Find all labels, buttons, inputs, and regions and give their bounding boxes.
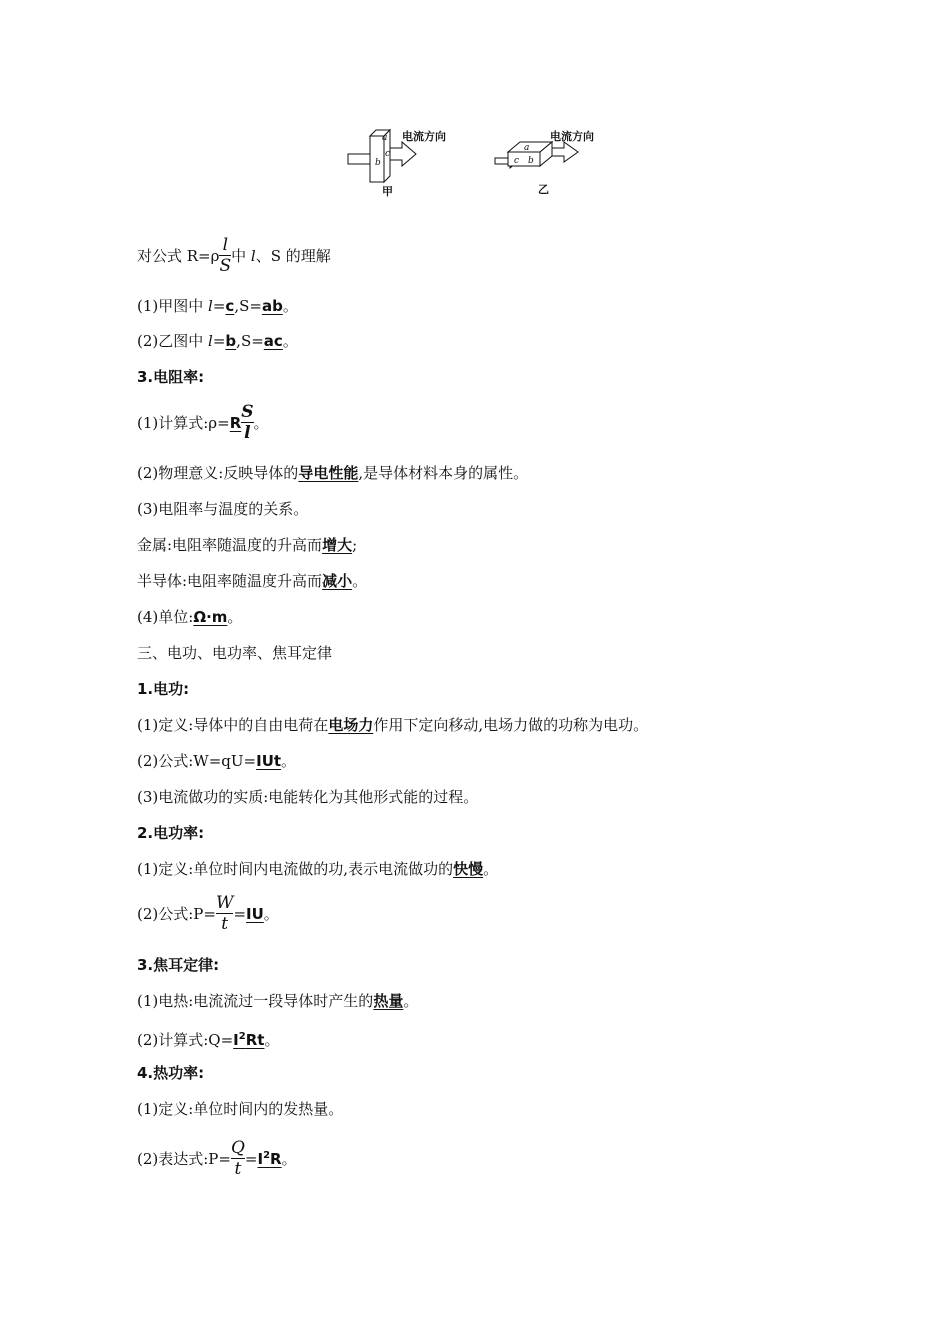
block-yi bbox=[495, 129, 594, 196]
fraction-numerator: l bbox=[222, 234, 228, 255]
power-def-answer: 快慢 bbox=[453, 860, 484, 878]
work-def-line bbox=[137, 715, 648, 735]
joule-calc-sup: 2 bbox=[238, 1031, 246, 1042]
power-def-end: 。 bbox=[483, 860, 499, 878]
joule-heat-prefix: (1)电热:电流流过一段导体时产生的 bbox=[137, 992, 374, 1010]
work-formula-prefix: (2)公式:W=qU= bbox=[137, 752, 257, 770]
jia-prefix: (1)甲图中 bbox=[137, 297, 209, 315]
semi-prefix: 半导体:电阻率随温度升高而 bbox=[137, 572, 323, 590]
power-formula-end: 。 bbox=[263, 905, 279, 923]
joule-calc-answer bbox=[233, 1031, 264, 1049]
power-def-prefix: (1)定义:单位时间内电流做的功,表示电流做功的 bbox=[137, 860, 454, 878]
section-3-title: 三、电功、电功率、焦耳定律 bbox=[137, 644, 333, 662]
fraction-denominator: S bbox=[219, 255, 232, 276]
letter-a-jia: a bbox=[382, 133, 388, 143]
heatpower-end: 。 bbox=[281, 1150, 297, 1168]
jia-answer-l: c bbox=[225, 297, 235, 315]
work-def-prefix: (1)定义:导体中的自由电荷在 bbox=[137, 716, 329, 734]
fraction-l-over-s bbox=[219, 236, 231, 275]
fraction-q-over-t bbox=[231, 1139, 245, 1178]
letter-b-yi: b bbox=[528, 156, 534, 166]
heatpower-def-line: (1)定义:单位时间内的发热量。 bbox=[137, 1100, 344, 1118]
semiconductor-line bbox=[137, 571, 367, 591]
joule-calc-rt: Rt bbox=[245, 1031, 265, 1049]
jia-end: 。 bbox=[282, 297, 298, 315]
resistivity-meaning-line bbox=[137, 463, 528, 483]
resistivity-meaning-suffix: ,是导体材料本身的属性。 bbox=[358, 464, 529, 482]
heatpower-answer bbox=[257, 1150, 281, 1168]
letter-b-jia: b bbox=[375, 158, 381, 168]
letter-a-yi: a bbox=[524, 143, 530, 153]
conductor-diagram bbox=[340, 120, 620, 205]
fraction-numerator: Q bbox=[230, 1137, 245, 1158]
label-jia: 甲 bbox=[382, 185, 393, 198]
letter-c-jia: c bbox=[385, 149, 391, 159]
yi-line bbox=[137, 331, 298, 351]
direction-label-jia: 电流方向 bbox=[402, 130, 446, 143]
metal-end: ; bbox=[352, 536, 358, 554]
heatpower-expr-line bbox=[137, 1136, 297, 1180]
resistivity-calc-prefix: (1)计算式:ρ= bbox=[137, 414, 230, 432]
semi-answer: 减小 bbox=[322, 572, 353, 590]
yi-eq: = bbox=[212, 332, 226, 350]
metal-answer: 增大 bbox=[322, 536, 353, 554]
work-formula-answer: IUt bbox=[256, 752, 282, 770]
resistivity-calc-line bbox=[137, 401, 269, 444]
unit-answer: Ω·m bbox=[193, 608, 228, 626]
block-jia bbox=[348, 129, 446, 198]
power-heading: 2.电功率: bbox=[137, 824, 205, 842]
jia-var-l: l bbox=[208, 297, 213, 315]
yi-var-l: l bbox=[208, 332, 213, 350]
yi-prefix: (2)乙图中 bbox=[137, 332, 209, 350]
jia-eq: = bbox=[212, 297, 226, 315]
work-essence-line: (3)电流做功的实质:电能转化为其他形式能的过程。 bbox=[137, 788, 479, 806]
unit-prefix: (4)单位: bbox=[137, 608, 194, 626]
heatpower-eq: = bbox=[244, 1150, 258, 1168]
fraction-denominator: l bbox=[244, 422, 251, 443]
resistivity-meaning-prefix: (2)物理意义:反映导体的 bbox=[137, 464, 299, 482]
formula-note-suffix-1: 中 bbox=[231, 247, 251, 265]
fraction-denominator: t bbox=[221, 913, 229, 934]
joule-calc-end: 。 bbox=[264, 1031, 280, 1049]
label-yi: 乙 bbox=[538, 183, 549, 196]
jia-answer-s: ab bbox=[261, 297, 283, 315]
power-formula-prefix: (2)公式:P= bbox=[137, 905, 216, 923]
heatpower-expr-prefix: (2)表达式:P= bbox=[137, 1150, 231, 1168]
fraction-numerator: S bbox=[241, 401, 254, 422]
joule-heading: 3.焦耳定律: bbox=[137, 956, 220, 974]
fraction-w-over-t bbox=[216, 894, 233, 933]
resistivity-calc-end: 。 bbox=[253, 414, 269, 432]
joule-heat-answer: 热量 bbox=[373, 992, 404, 1010]
yi-sep: ,S= bbox=[236, 332, 264, 350]
metal-prefix: 金属:电阻率随温度的升高而 bbox=[137, 536, 323, 554]
work-heading: 1.电功: bbox=[137, 680, 190, 698]
jia-sep: ,S= bbox=[234, 297, 262, 315]
power-formula-line bbox=[137, 894, 279, 935]
power-formula-answer: IU bbox=[246, 905, 264, 923]
formula-note-prefix: 对公式 R=ρ bbox=[137, 247, 220, 265]
jia-line bbox=[137, 296, 298, 316]
work-def-answer: 电场力 bbox=[328, 716, 374, 734]
formula-note-var-l: l bbox=[250, 247, 256, 265]
formula-note-line bbox=[137, 236, 331, 277]
work-def-suffix: 作用下定向移动,电场力做的功称为电功。 bbox=[373, 716, 649, 734]
power-eq: = bbox=[233, 905, 247, 923]
power-def-line bbox=[137, 859, 498, 879]
current-direction-figure bbox=[340, 120, 620, 205]
heatpower-r: R bbox=[270, 1150, 282, 1168]
unit-end: 。 bbox=[227, 608, 243, 626]
letter-c-yi: c bbox=[514, 156, 520, 166]
fraction-s-over-l bbox=[241, 403, 253, 442]
joule-calc-line bbox=[137, 1027, 279, 1050]
unit-line bbox=[137, 607, 242, 627]
direction-label-yi: 电流方向 bbox=[550, 130, 594, 143]
formula-note-suffix-2: 、S 的理解 bbox=[255, 247, 331, 265]
yi-end: 。 bbox=[282, 332, 298, 350]
heatpower-heading: 4.热功率: bbox=[137, 1064, 205, 1082]
work-formula-end: 。 bbox=[281, 752, 297, 770]
heatpower-sup: 2 bbox=[263, 1150, 271, 1161]
joule-calc-i: I bbox=[233, 1031, 239, 1049]
work-formula-line bbox=[137, 751, 296, 771]
resistivity-meaning-answer: 导电性能 bbox=[298, 464, 359, 482]
joule-heat-end: 。 bbox=[403, 992, 419, 1010]
resistivity-heading: 3.电阻率: bbox=[137, 368, 205, 386]
joule-calc-prefix: (2)计算式:Q= bbox=[137, 1031, 234, 1049]
yi-answer-l: b bbox=[225, 332, 237, 350]
semi-end: 。 bbox=[352, 572, 368, 590]
heatpower-i: I bbox=[257, 1150, 264, 1168]
joule-heat-line bbox=[137, 991, 418, 1011]
fraction-denominator: t bbox=[234, 1158, 242, 1179]
resistivity-temp-line: (3)电阻率与温度的关系。 bbox=[137, 500, 309, 518]
fraction-numerator: W bbox=[215, 892, 234, 913]
yi-answer-s: ac bbox=[263, 332, 283, 350]
resistivity-calc-answer: R bbox=[229, 414, 242, 432]
metal-line bbox=[137, 535, 357, 555]
